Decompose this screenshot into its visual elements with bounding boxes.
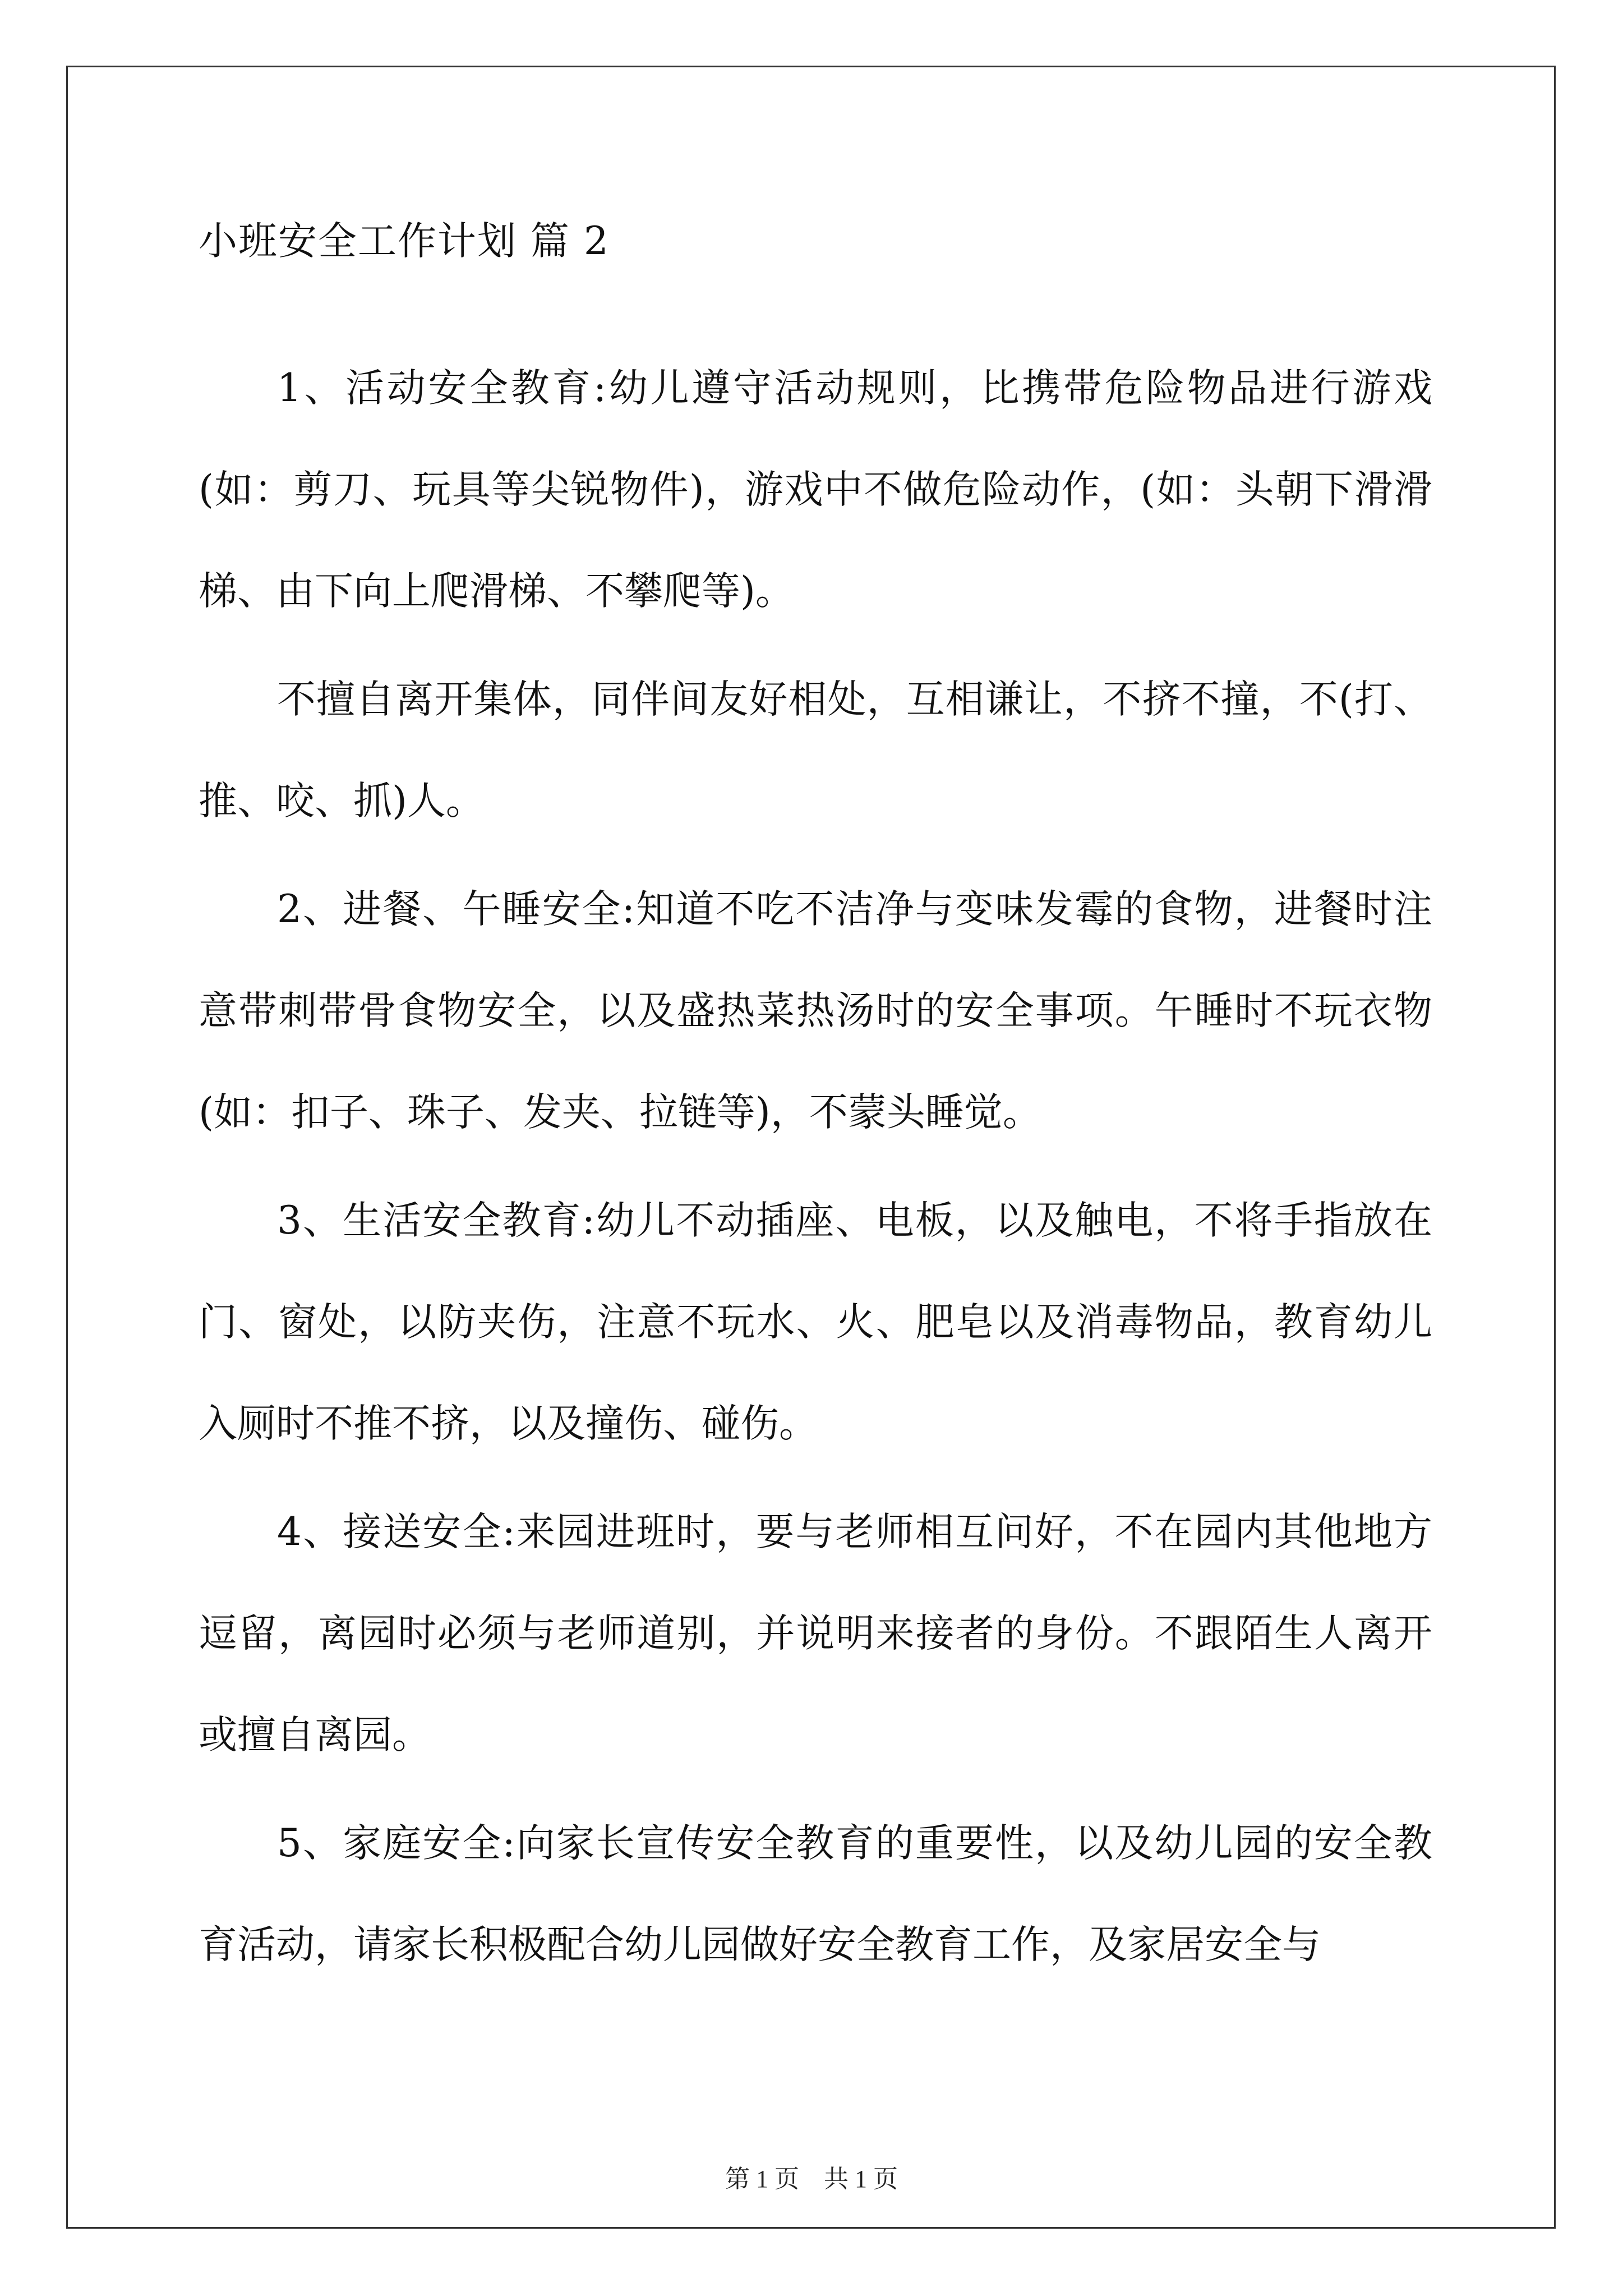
title-spacer [199, 269, 1432, 338]
paragraph-activity-safety: 1、活动安全教育:幼儿遵守活动规则，比携带危险物品进行游戏(如：剪刀、玩具等尖锐物件)，游戏中不做危险动作，(如：头朝下滑滑梯、由下向上爬滑梯、不攀爬等)。 [199, 366, 1432, 614]
paragraph-home-safety: 5、家庭安全:向家长宣传安全教育的重要性，以及幼儿园的安全教育活动，请家长积极配合幼儿园做好安全教育工作，及家居安全与 [199, 1821, 1432, 1967]
paragraph-meal-nap-safety: 2、进餐、午睡安全:知道不吃不洁净与变味发霉的食物，进餐时注意带刺带骨食物安全，以及盛热菜热汤时的安全事项。午睡时不玩衣物(如：扣子、珠子、发夹、拉链等)，不蒙头睡觉。 [199, 887, 1432, 1135]
paragraph-daily-life-safety: 3、生活安全教育:幼儿不动插座、电板，以及触电，不将手指放在门、窗处，以防夹伤，注意不玩水、火、肥皂以及消毒物品，教育幼儿入厕时不推不挤，以及撞伤、碰伤。 [199, 1198, 1432, 1446]
paragraph-group-behavior: 不擅自离开集体，同伴间友好相处，互相谦让，不挤不撞，不(打、推、咬、抓)人。 [199, 677, 1432, 823]
document-body [199, 213, 1432, 1996]
document-title: 小班安全工作计划 篇 2 [199, 219, 610, 264]
paragraph-pickup-safety: 4、接送安全:来园进班时，要与老师相互问好，不在园内其他地方逗留，离园时必须与老师道别，并说明来接者的身份。不跟陌生人离开或擅自离园。 [199, 1510, 1432, 1757]
page-number-footer: 第 1 页 共 1 页 [725, 2165, 898, 2193]
